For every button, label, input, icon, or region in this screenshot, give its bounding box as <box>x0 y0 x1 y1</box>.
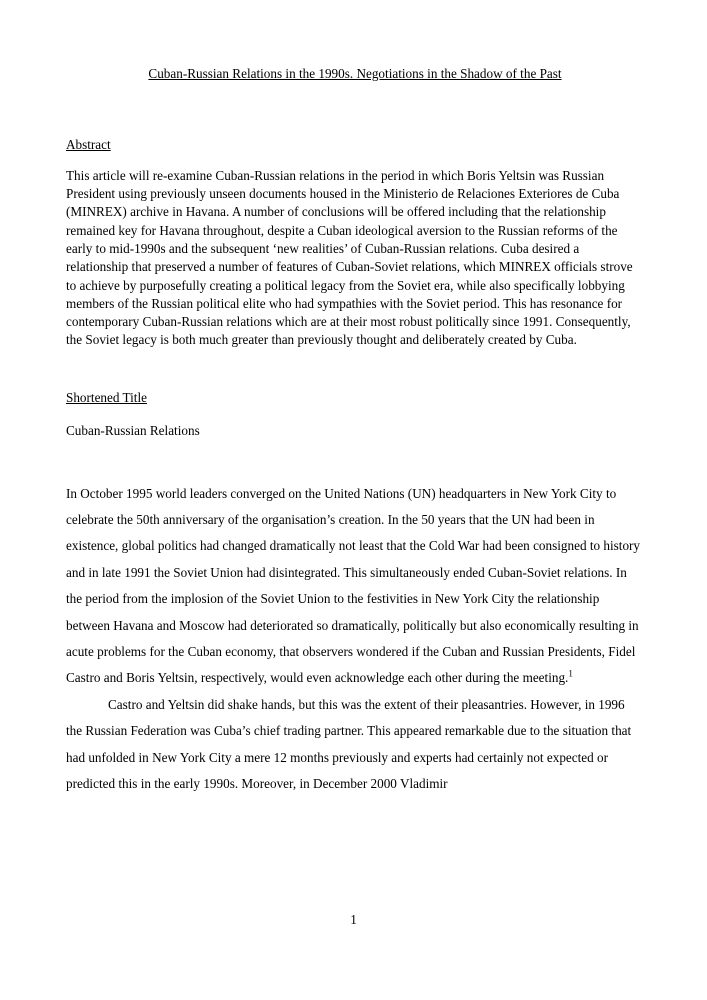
shortened-title-heading: Shortened Title <box>66 389 147 405</box>
abstract-paragraph: This article will re-examine Cuban-Russian relations in the period in which Boris Yeltsin was Russian President using previously unseen documents housed in the Ministerio de Relaciones Exteriores de Cuba (MINREX) archive in Havana. A number of conclusions will be offered including that the relationship remained key for Havana throughout, despite a Cuban ideological aversion to the Russian reforms of the early to mid-1990s and the subsequent ‘new realities’ of Cuban-Russian relations. Cuba desired a relationship that preserved a number of features of Cuban-Soviet relations, which MINREX officials strove to achieve by purposefully creating a political legacy from the Soviet era, while also specifically lobbying members of the Russian political elite who had sympathies with the Soviet period. This has resonance for contemporary Cuban-Russian relations which are at their most robust politically since 1991. Consequently, the Soviet legacy is both much greater than previously thought and deliberately created by Cuba. <box>66 167 633 348</box>
abstract-heading: Abstract <box>66 136 111 152</box>
shortened-title-value: Cuban-Russian Relations <box>66 422 200 438</box>
footnote-reference-1: 1 <box>568 668 573 679</box>
page-number: 1 <box>350 912 357 927</box>
paragraph-one-text: In October 1995 world leaders converged on the United Nations (UN) headquarters in New York City to celebrate the 50th anniversary of the organisation’s creation. In the 50 years that the UN had been in existence, global politics had changed dramatically not least that the Cold War had been consigned to history and in late 1991 the Soviet Union had disintegrated. This simultaneously ended Cuban-Soviet relations. In the period from the implosion of the Soviet Union to the festivities in New York City the relationship between Havana and Moscow had deteriorated so dramatically, politically but also economically resulting in acute problems for the Cuban economy, that observers wondered if the Cuban and Russian Presidents, Fidel Castro and Boris Yeltsin, respectively, would even acknowledge each other during the meeting. <box>66 485 641 686</box>
page-content <box>66 0 644 1000</box>
page-title: Cuban-Russian Relations in the 1990s. Negotiations in the Shadow of the Past <box>148 66 562 81</box>
paragraph-two: Castro and Yeltsin did shake hands, but this was the extent of their pleasantries. However, in 1996 the Russian Federation was Cuba’s chief trading partner. This appeared remarkable due to the situation that had unfolded in New York City a mere 12 months previously and experts had certainly not expected or predicted this in the early 1990s. Moreover, in December 2000 Vladimir <box>66 696 632 791</box>
paragraph-one <box>66 481 644 692</box>
body-text <box>66 439 644 798</box>
